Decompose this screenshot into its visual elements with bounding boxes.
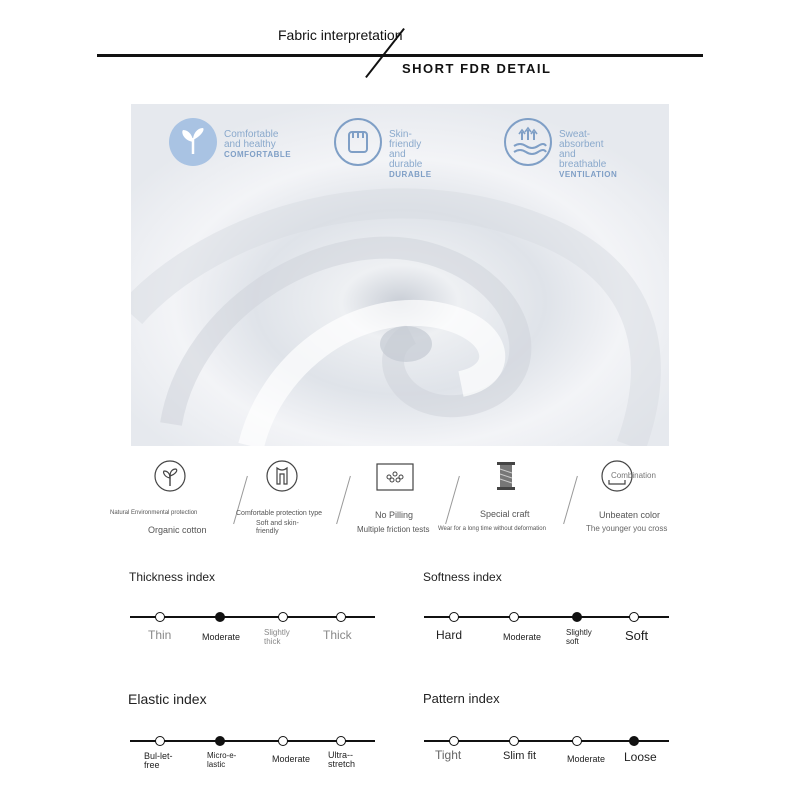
softness-label: Slightly soft bbox=[566, 628, 592, 646]
pattern-label: Loose bbox=[624, 750, 657, 764]
thickness-label: Slightly thick bbox=[264, 628, 290, 646]
softness-option-dot-selected[interactable] bbox=[572, 612, 582, 622]
header-divider bbox=[97, 54, 703, 57]
thickness-option-dot[interactable] bbox=[336, 612, 346, 622]
page-title: Fabric interpretation bbox=[278, 27, 403, 43]
pattern-option-dot[interactable] bbox=[449, 736, 459, 746]
elastic-label: Bul-let-free bbox=[144, 751, 173, 770]
feature-5-label: Unbeaten color bbox=[599, 510, 661, 520]
elastic-option-dot-selected[interactable] bbox=[215, 736, 225, 746]
elastic-label: Micro-e-lastic bbox=[207, 751, 237, 769]
softness-option-dot[interactable] bbox=[629, 612, 639, 622]
feature-3-label: Multiple friction tests bbox=[357, 525, 430, 534]
page-subtitle: SHORT FDR DETAIL bbox=[402, 61, 552, 76]
feature-1-label: Organic cotton bbox=[148, 525, 207, 535]
thickness-label: Thin bbox=[148, 628, 172, 642]
plant-icon bbox=[169, 118, 217, 166]
tshirt-icon bbox=[266, 460, 298, 497]
feature-2-label: Soft and skin-friendly bbox=[256, 520, 299, 535]
feature-divider bbox=[445, 476, 460, 524]
thickness-option-dot[interactable] bbox=[278, 612, 288, 622]
thickness-option-dot[interactable] bbox=[155, 612, 165, 622]
pattern-label: Tight bbox=[435, 748, 462, 762]
fabric-icon bbox=[376, 463, 414, 496]
softness-option-dot[interactable] bbox=[509, 612, 519, 622]
feature-divider bbox=[336, 476, 351, 524]
feature-3-small: No Pilling bbox=[375, 510, 414, 520]
thickness-label: Thick bbox=[323, 628, 352, 642]
elastic-label: Ultra--stretch bbox=[328, 750, 356, 769]
feature-4-small: Special craft bbox=[480, 509, 530, 519]
feature-2-small: Comfortable protection type bbox=[236, 510, 322, 517]
feature-1-small: Natural Environmental protection bbox=[110, 510, 198, 516]
softness-label: Moderate bbox=[503, 632, 542, 642]
softness-index-title: Softness index bbox=[423, 570, 502, 584]
thickness-index-title: Thickness index bbox=[129, 570, 216, 584]
thickness-label: Moderate bbox=[202, 632, 241, 642]
pattern-option-dot[interactable] bbox=[509, 736, 519, 746]
elastic-index-title: Elastic index bbox=[128, 691, 207, 707]
feature-divider bbox=[563, 476, 578, 524]
spool-icon bbox=[496, 461, 516, 496]
pattern-label: Moderate bbox=[567, 754, 606, 764]
pattern-label: Slim fit bbox=[503, 750, 536, 762]
softness-label: Hard bbox=[436, 628, 463, 642]
water-icon bbox=[504, 118, 552, 166]
fist-icon bbox=[334, 118, 382, 166]
feature-5-label2: The younger you cross bbox=[586, 524, 668, 533]
feature-4-label: Wear for a long time without deformation bbox=[438, 526, 546, 532]
pattern-option-dot-selected[interactable] bbox=[629, 736, 639, 746]
thickness-option-dot-selected[interactable] bbox=[215, 612, 225, 622]
feature-5-small: Combination bbox=[611, 471, 656, 480]
sprout-icon bbox=[154, 460, 186, 497]
softness-label: Soft bbox=[625, 628, 649, 643]
elastic-label: Moderate bbox=[272, 754, 311, 764]
fabric-photo: Comfortable and healthy COMFORTABLE Skin-friendly and durable DURABLE Sweat-absorbent and breathable VENTILATION bbox=[131, 104, 669, 446]
pattern-option-dot[interactable] bbox=[572, 736, 582, 746]
pattern-index-title: Pattern index bbox=[423, 691, 500, 706]
softness-option-dot[interactable] bbox=[449, 612, 459, 622]
elastic-option-dot[interactable] bbox=[278, 736, 288, 746]
elastic-option-dot[interactable] bbox=[336, 736, 346, 746]
elastic-option-dot[interactable] bbox=[155, 736, 165, 746]
